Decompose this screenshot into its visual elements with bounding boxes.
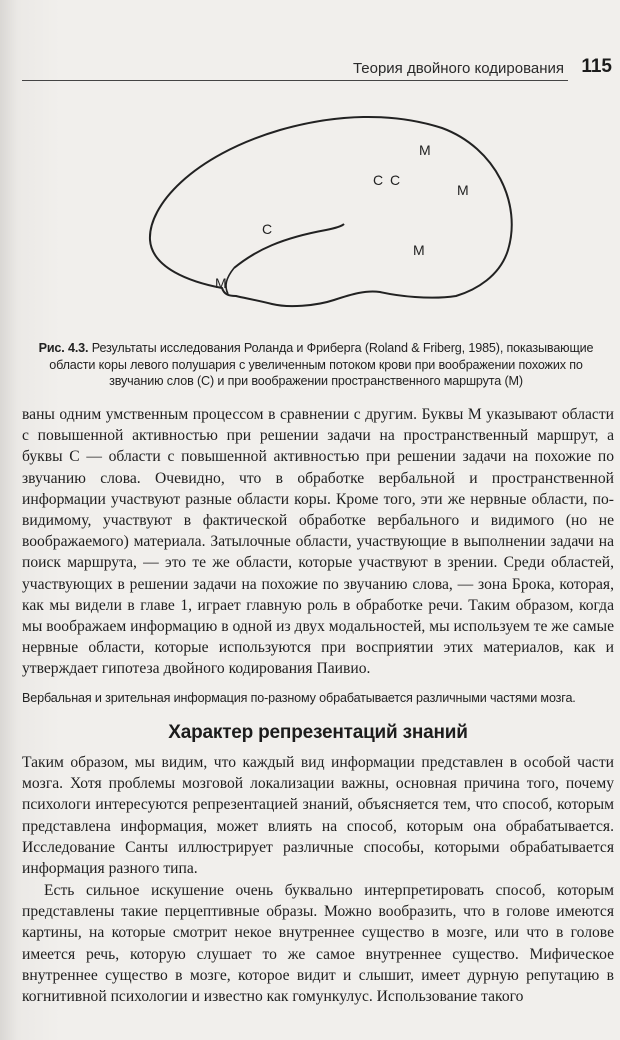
figure-letter: M bbox=[215, 275, 227, 291]
figure-letter: C bbox=[262, 221, 273, 237]
cortex-outline bbox=[150, 117, 512, 306]
figure-letter: C bbox=[390, 172, 401, 188]
figure-caption bbox=[22, 340, 610, 390]
figure-letter: M bbox=[413, 242, 425, 258]
body-paragraph-3: Есть сильное искушение очень буквально интерпретировать способ, которым представлены такие перцептивные образы. Можно вообразить, что в голове имеются картины, на которые смотрит некое внутреннее существо в мозге, или что в голове имеется речь, которую слушает то же самое внутреннее существо. Мифическое внутреннее существо в мозге, которое видит и слышит, имеет дурную репутацию в когнитивной психологии и известно как гомункулус. Использование такого bbox=[22, 882, 614, 1006]
body-paragraph-2: Таким образом, мы видим, что каждый вид информации представлен в особой части мозга. Хотя проблемы мозговой локализации важны, основная причина того, почему психологи интересуются репрезентацией знаний, объясняется тем, что способ, которым представлена информация, может влиять на способ, которым она обрабатывается. Исследование Санты иллюстрирует различные способы, которыми обрабатывается информация разного типа. bbox=[22, 754, 614, 878]
brain-figure bbox=[130, 100, 530, 330]
section-heading: Характер репрезентаций знаний bbox=[168, 722, 468, 743]
figure-letter: M bbox=[419, 142, 431, 158]
caption-label: Рис. 4.3. bbox=[38, 341, 89, 355]
header-rule bbox=[22, 80, 568, 81]
body-paragraph-1: ваны одним умственным процессом в сравнении с другим. Буквы М указывают области с повышенной активностью при решении задачи на пространственный маршрут, а буквы С — области с повышенной активностью при решении задачи на похожие по звучанию слова. Очевидно, что в обработке вербальной и пространственной информации участвуют разные области коры. Кроме того, эти же нервные области, по-видимому, участвуют в фактической обработке вербального и видимого (но не воображаемого) материала. Затылочные области, участвующие в выполнении задачи на поиск маршрута, — это те же области, которые участвуют в зрении. Среди областей, участвующих в решении задачи на похожие по звучанию слова, — зона Брока, которая, как мы видели в главе 1, играет главную роль в обработке речи. Таким образом, когда мы воображаем информацию в одной из двух модальностей, мы используем те же самые нервные области, которые используются при восприятии этих материалов, как и утверждает гипотеза двойного кодирования Паивио. bbox=[22, 406, 614, 678]
brain-outline-drawing bbox=[130, 100, 530, 330]
running-head-title: Теория двойного кодирования bbox=[352, 60, 564, 77]
sylvian-fissure bbox=[234, 224, 344, 268]
figure-letter: C bbox=[373, 172, 384, 188]
page-number: 115 bbox=[581, 56, 612, 77]
caption-text: Результаты исследования Роланда и Фриберга (Roland & Friberg, 1985), показывающие области коры левого полушария с увеличенным потоком крови при воображении похожих по звучанию слов (С) и при воображении пространственного маршрута (М) bbox=[49, 341, 594, 388]
temporal-lobe-edge bbox=[226, 268, 234, 294]
figure-letter: M bbox=[457, 182, 469, 198]
running-head bbox=[22, 58, 612, 82]
summary-statement: Вербальная и зрительная информация по-разному обрабатывается различными частями мозга. bbox=[22, 691, 576, 705]
